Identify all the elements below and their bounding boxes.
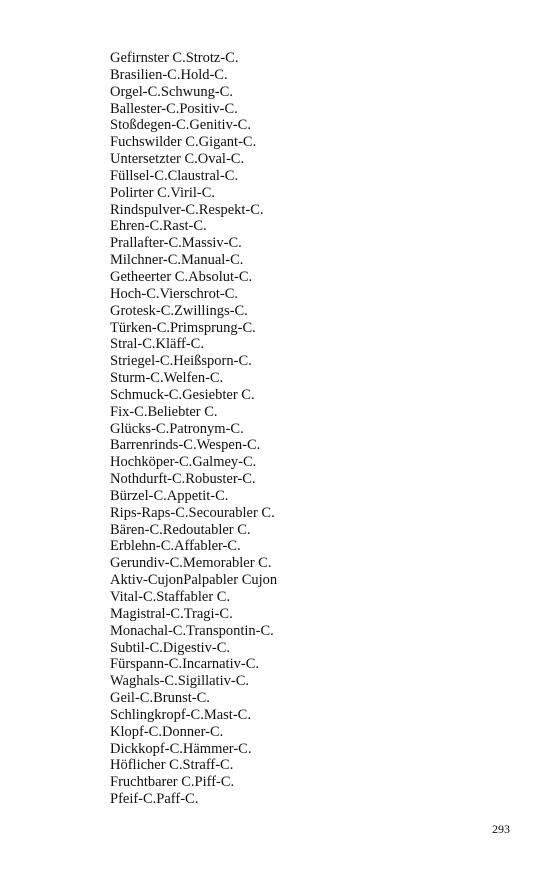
text-line: Subtil-C.Digestiv-C. — [110, 639, 231, 656]
text-line: Gefirnster C.Strotz-C. — [110, 50, 239, 66]
text-line: Klopf-C.Donner-C. — [110, 723, 224, 740]
text-line: Rips-Raps-C.Secourabler C. — [110, 504, 275, 521]
text-line: Grotesk-C.Zwillings-C. — [110, 302, 248, 319]
text-line: Magistral-C.Tragi-C. — [110, 605, 233, 622]
text-line: Hochköper-C.Galmey-C. — [110, 454, 257, 471]
text-line: Untersetzter C.Oval-C. — [110, 151, 245, 168]
text-line: Sturm-C.Welfen-C. — [110, 370, 224, 387]
text-line: Polirter C.Viril-C. — [110, 184, 216, 201]
text-line: Getheerter C.Absolut-C. — [110, 268, 253, 285]
page-number: 293 — [492, 822, 510, 836]
text-line: Ehren-C.Rast-C. — [110, 218, 207, 235]
text-line: Geil-C.Brunst-C. — [110, 690, 210, 707]
text-line: Dickkopf-C.Hämmer-C. — [110, 740, 252, 757]
text-line: Milchner-C.Manual-C. — [110, 252, 244, 269]
text-line: Erblehn-C.Affabler-C. — [110, 538, 241, 555]
text-line: Bürzel-C.Appetit-C. — [110, 487, 229, 504]
text-line: Türken-C.Primsprung-C. — [110, 319, 256, 336]
text-line: Schlingkropf-C.Mast-C. — [110, 706, 251, 723]
text-line: Hoch-C.Vierschrot-C. — [110, 285, 238, 302]
text-line: Vital-C.Staffabler C. — [110, 589, 231, 605]
text-line: Füllsel-C.Claustral-C. — [110, 167, 239, 184]
text-line: Brasilien-C.Hold-C. — [110, 66, 228, 83]
text-line: Waghals-C.Sigillativ-C. — [110, 673, 249, 690]
text-line: Glücks-C.Patronym-C. — [110, 420, 244, 437]
text-line: Fix-C.Beliebter C. — [110, 403, 218, 420]
text-line: Fuchswilder C.Gigant-C. — [110, 134, 257, 151]
text-line: Höflicher C.Straff-C. — [110, 757, 234, 774]
text-line: Stoßdegen-C.Genitiv-C. — [110, 117, 251, 134]
text-line: Barrenrinds-C.Wespen-C. — [110, 437, 261, 454]
text-line: Orgel-C.Schwung-C. — [110, 83, 233, 100]
text-line: Pfeif-C.Paff-C. — [110, 791, 199, 808]
text-line: Aktiv-CujonPalpabler Cujon — [110, 572, 278, 589]
text-line: Bären-C.Redoutabler C. — [110, 521, 251, 538]
text-line: Prallafter-C.Massiv-C. — [110, 235, 242, 252]
text-line: Fürspann-C.Incarnativ-C. — [110, 656, 259, 673]
text-line: Fruchtbarer C.Piff-C. — [110, 774, 235, 791]
text-line: Stral-C.Kläff-C. — [110, 336, 204, 353]
text-line: Rindspulver-C.Respekt-C. — [110, 201, 264, 218]
text-line: Ballester-C.Positiv-C. — [110, 100, 238, 117]
text-line: Striegel-C.Heißsporn-C. — [110, 353, 252, 370]
text-column — [110, 50, 277, 808]
text-line: Schmuck-C.Gesiebter C. — [110, 386, 255, 403]
text-line: Gerundiv-C.Memorabler C. — [110, 555, 272, 572]
text-line: Monachal-C.Transpontin-C. — [110, 622, 274, 639]
text-line: Nothdurft-C.Robuster-C. — [110, 471, 256, 488]
